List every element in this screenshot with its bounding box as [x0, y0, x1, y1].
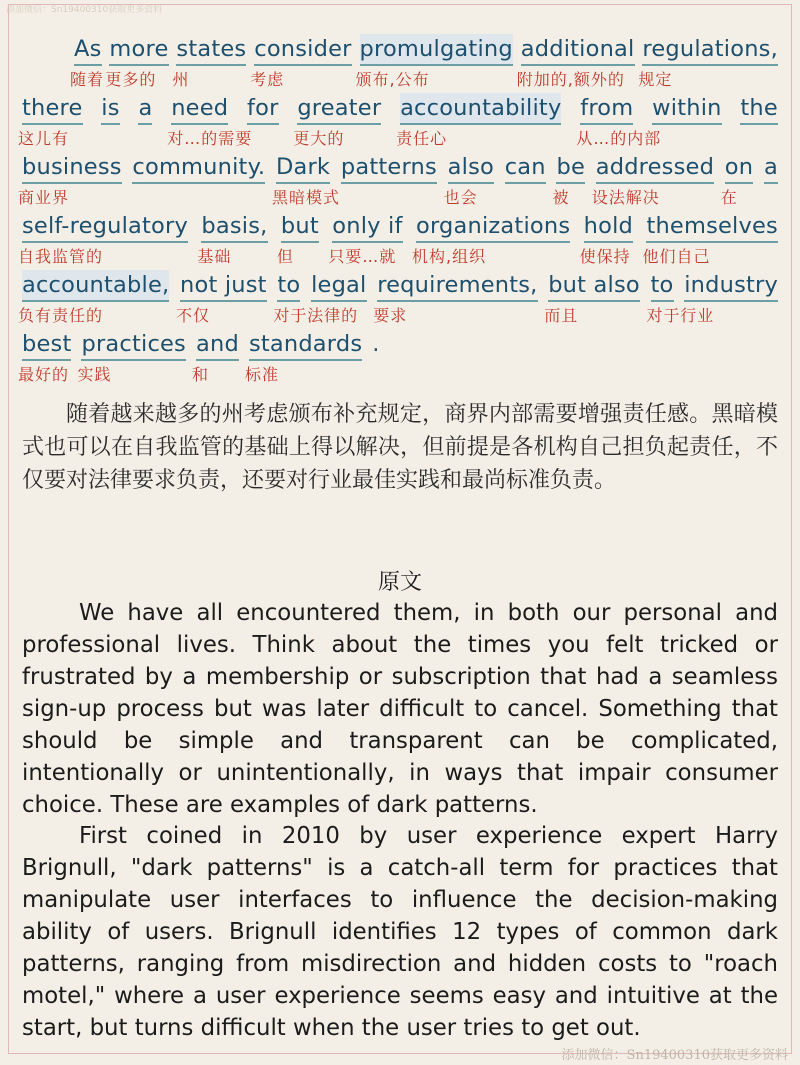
- annotated-word: [172, 34, 247, 89]
- chinese-gloss: 颁布,公布: [355, 70, 430, 89]
- chinese-gloss: 对于: [646, 306, 681, 325]
- english-word: but also: [548, 270, 640, 302]
- english-word: patterns: [341, 152, 437, 184]
- annotated-word: [247, 93, 279, 125]
- english-word: greater: [297, 93, 381, 125]
- english-word: organizations: [416, 211, 570, 243]
- annotated-word: [250, 34, 352, 89]
- annotated-word: [591, 152, 715, 207]
- original-title: 原文: [377, 570, 422, 595]
- annotated-word: [293, 93, 382, 148]
- english-word: to: [651, 270, 674, 302]
- english-word: on: [725, 152, 753, 184]
- annotated-word: [544, 270, 640, 325]
- english-word: accountability: [400, 93, 561, 125]
- annotated-word: [652, 93, 721, 125]
- chinese-gloss: 规定: [638, 70, 673, 89]
- english-word: business: [22, 152, 122, 184]
- chinese-gloss: 更多的: [105, 70, 157, 89]
- chinese-gloss: 使保持: [579, 247, 631, 266]
- english-word: there: [22, 93, 83, 125]
- english-word: a: [764, 152, 778, 184]
- annotated-word: [18, 152, 122, 207]
- annotated-word: [576, 93, 662, 148]
- chinese-gloss: 他们自己: [642, 247, 711, 266]
- chinese-gloss: 不仅: [176, 306, 211, 325]
- annotated-word: [197, 211, 268, 266]
- english-word: community.: [132, 152, 265, 184]
- english-word: themselves: [646, 211, 778, 243]
- annotated-word: [412, 211, 571, 266]
- annotated-word: [396, 93, 562, 148]
- annotated-word: [18, 211, 188, 266]
- annotated-word: [642, 211, 778, 266]
- chinese-gloss: 在: [720, 188, 738, 207]
- english-word: hold: [584, 211, 633, 243]
- annotated-word: [77, 329, 186, 384]
- english-word: promulgating: [360, 34, 513, 66]
- english-word: a: [138, 93, 152, 125]
- chinese-gloss: 最好的: [18, 365, 70, 384]
- chinese-gloss: 要求: [373, 306, 408, 325]
- chinese-gloss: 对于: [273, 306, 308, 325]
- english-word: As: [74, 34, 102, 66]
- annotated-word: [273, 270, 308, 325]
- annotated-word: [138, 93, 152, 125]
- chinese-gloss: 随着: [70, 70, 105, 89]
- english-word: can: [505, 152, 546, 184]
- english-word: from: [580, 93, 633, 125]
- english-word: practices: [81, 329, 186, 361]
- annotated-word: [132, 152, 265, 184]
- annotated-word: [18, 329, 72, 384]
- annotated-word: [341, 152, 437, 184]
- chinese-gloss: 和: [192, 365, 210, 384]
- chinese-gloss: 行业: [680, 306, 715, 325]
- annotated-word: [244, 329, 363, 384]
- watermark-top: 添加微信：Sn19400310获取更多资料: [6, 5, 163, 15]
- annotated-word: [271, 152, 340, 207]
- english-word: be: [556, 152, 585, 184]
- chinese-gloss: 机构,组织: [412, 247, 487, 266]
- annotated-word: [328, 211, 403, 266]
- annotated-word: [740, 93, 778, 125]
- annotated-line: [18, 329, 778, 384]
- annotated-word: [167, 93, 253, 148]
- annotated-word: [646, 270, 681, 325]
- annotated-word: [505, 152, 546, 184]
- annotated-word: [443, 152, 494, 207]
- annotated-word: [720, 152, 754, 207]
- chinese-gloss: 基础: [197, 247, 232, 266]
- annotated-line: [18, 270, 778, 325]
- chinese-gloss: 对…的需要: [167, 129, 253, 148]
- english-word: the: [740, 93, 778, 125]
- english-word: industry: [684, 270, 778, 302]
- english-word: self-regulatory: [22, 211, 188, 243]
- chinese-gloss: 也会: [443, 188, 478, 207]
- chinese-gloss: 考虑: [250, 70, 285, 89]
- english-word: to: [277, 270, 300, 302]
- annotated-word: [764, 152, 778, 184]
- english-word: additional: [521, 34, 635, 66]
- chinese-gloss: 被: [552, 188, 570, 207]
- annotated-word: [18, 270, 170, 325]
- annotated-word: [176, 270, 267, 325]
- annotated-word: [579, 211, 634, 266]
- original-paragraph-1: We have all encountered them, in both our personal and professional lives. Think about the times you felt tricked or frustrated by a membership or subscription that had a seamless sign-up process but was later difficult to cancel. Something that should be simple and transparent can be complicated, intentionally or unintentionally, in ways that impair consumer choice. These are examples of dark patterns.: [22, 600, 778, 818]
- chinese-gloss: 这儿有: [18, 129, 70, 148]
- english-word: consider: [254, 34, 351, 66]
- chinese-gloss: 自我监管的: [18, 247, 104, 266]
- chinese-gloss: 附加的,额外的: [516, 70, 625, 89]
- annotated-word: [18, 93, 83, 148]
- watermark-bottom: 添加微信：Sn19400310获取更多资料: [561, 1048, 788, 1063]
- chinese-translation: 随着越来越多的州考虑颁布补充规定，商界内部需要增强责任感。黑暗模式也可以在自我监管的基础上得以解决，但前提是各机构自己担负起责任，不仅要对法律要求负责，还要对行业最佳实践和最尚标准负责。: [22, 402, 778, 493]
- english-word: accountable,: [22, 270, 169, 302]
- annotated-word: [355, 34, 513, 89]
- english-word: not just: [180, 270, 267, 302]
- punctuation: .: [372, 331, 380, 357]
- annotated-word: [373, 270, 538, 325]
- english-word: requirements,: [377, 270, 537, 302]
- chinese-gloss: 但: [276, 247, 294, 266]
- english-word: more: [109, 34, 168, 66]
- annotated-word: [516, 34, 635, 89]
- annotated-line: [18, 211, 778, 266]
- chinese-gloss: 负有责任的: [18, 306, 104, 325]
- english-word: regulations,: [642, 34, 778, 66]
- annotated-line: [18, 152, 778, 207]
- chinese-gloss: 法律的: [307, 306, 359, 325]
- annotated-word: [101, 93, 119, 125]
- chinese-gloss: 责任心: [396, 129, 448, 148]
- english-word: Dark: [276, 152, 330, 184]
- chinese-gloss: 设法解决: [591, 188, 660, 207]
- chinese-gloss: 只要…就: [328, 247, 397, 266]
- annotated-word: [105, 34, 169, 89]
- chinese-gloss: 商业界: [18, 188, 70, 207]
- english-word: within: [652, 93, 721, 125]
- chinese-gloss: 标准: [244, 365, 279, 384]
- english-word: states: [176, 34, 246, 66]
- annotated-line: [18, 93, 778, 148]
- english-word: legal: [311, 270, 366, 302]
- chinese-gloss: 从…的内部: [576, 129, 662, 148]
- english-word: basis,: [201, 211, 267, 243]
- english-word: best: [22, 329, 71, 361]
- chinese-gloss: 州: [172, 70, 190, 89]
- english-word: is: [101, 93, 119, 125]
- english-word: but: [281, 211, 319, 243]
- chinese-gloss: 更大的: [293, 129, 345, 148]
- annotated-word: [70, 34, 105, 89]
- chinese-gloss: 黑暗模式: [271, 188, 340, 207]
- english-word: standards: [249, 329, 362, 361]
- original-paragraph-2: First coined in 2010 by user experience expert Harry Brignull, "dark patterns" is a catch-all term for practices that manipulate user interfaces to influence the decision-making ability of users. Brignull identifies 12 types of common dark patterns, ranging from misdirection and hidden costs to "roach motel," where a user experience seems easy and intuitive at the start, but turns difficult when the user tries to get out.: [22, 823, 778, 1041]
- annotated-word: [552, 152, 585, 207]
- annotated-word: [638, 34, 778, 89]
- english-word: addressed: [596, 152, 714, 184]
- annotated-line: [22, 34, 778, 89]
- english-word: need: [171, 93, 228, 125]
- annotated-word: [680, 270, 778, 325]
- annotated-word: [307, 270, 367, 325]
- english-word: for: [247, 93, 279, 125]
- annotated-word: [192, 329, 239, 384]
- english-word: also: [448, 152, 494, 184]
- english-word: only if: [332, 211, 402, 243]
- chinese-gloss: 而且: [544, 306, 579, 325]
- chinese-gloss: 实践: [77, 365, 112, 384]
- annotated-word: [276, 211, 319, 266]
- english-word: and: [196, 329, 239, 361]
